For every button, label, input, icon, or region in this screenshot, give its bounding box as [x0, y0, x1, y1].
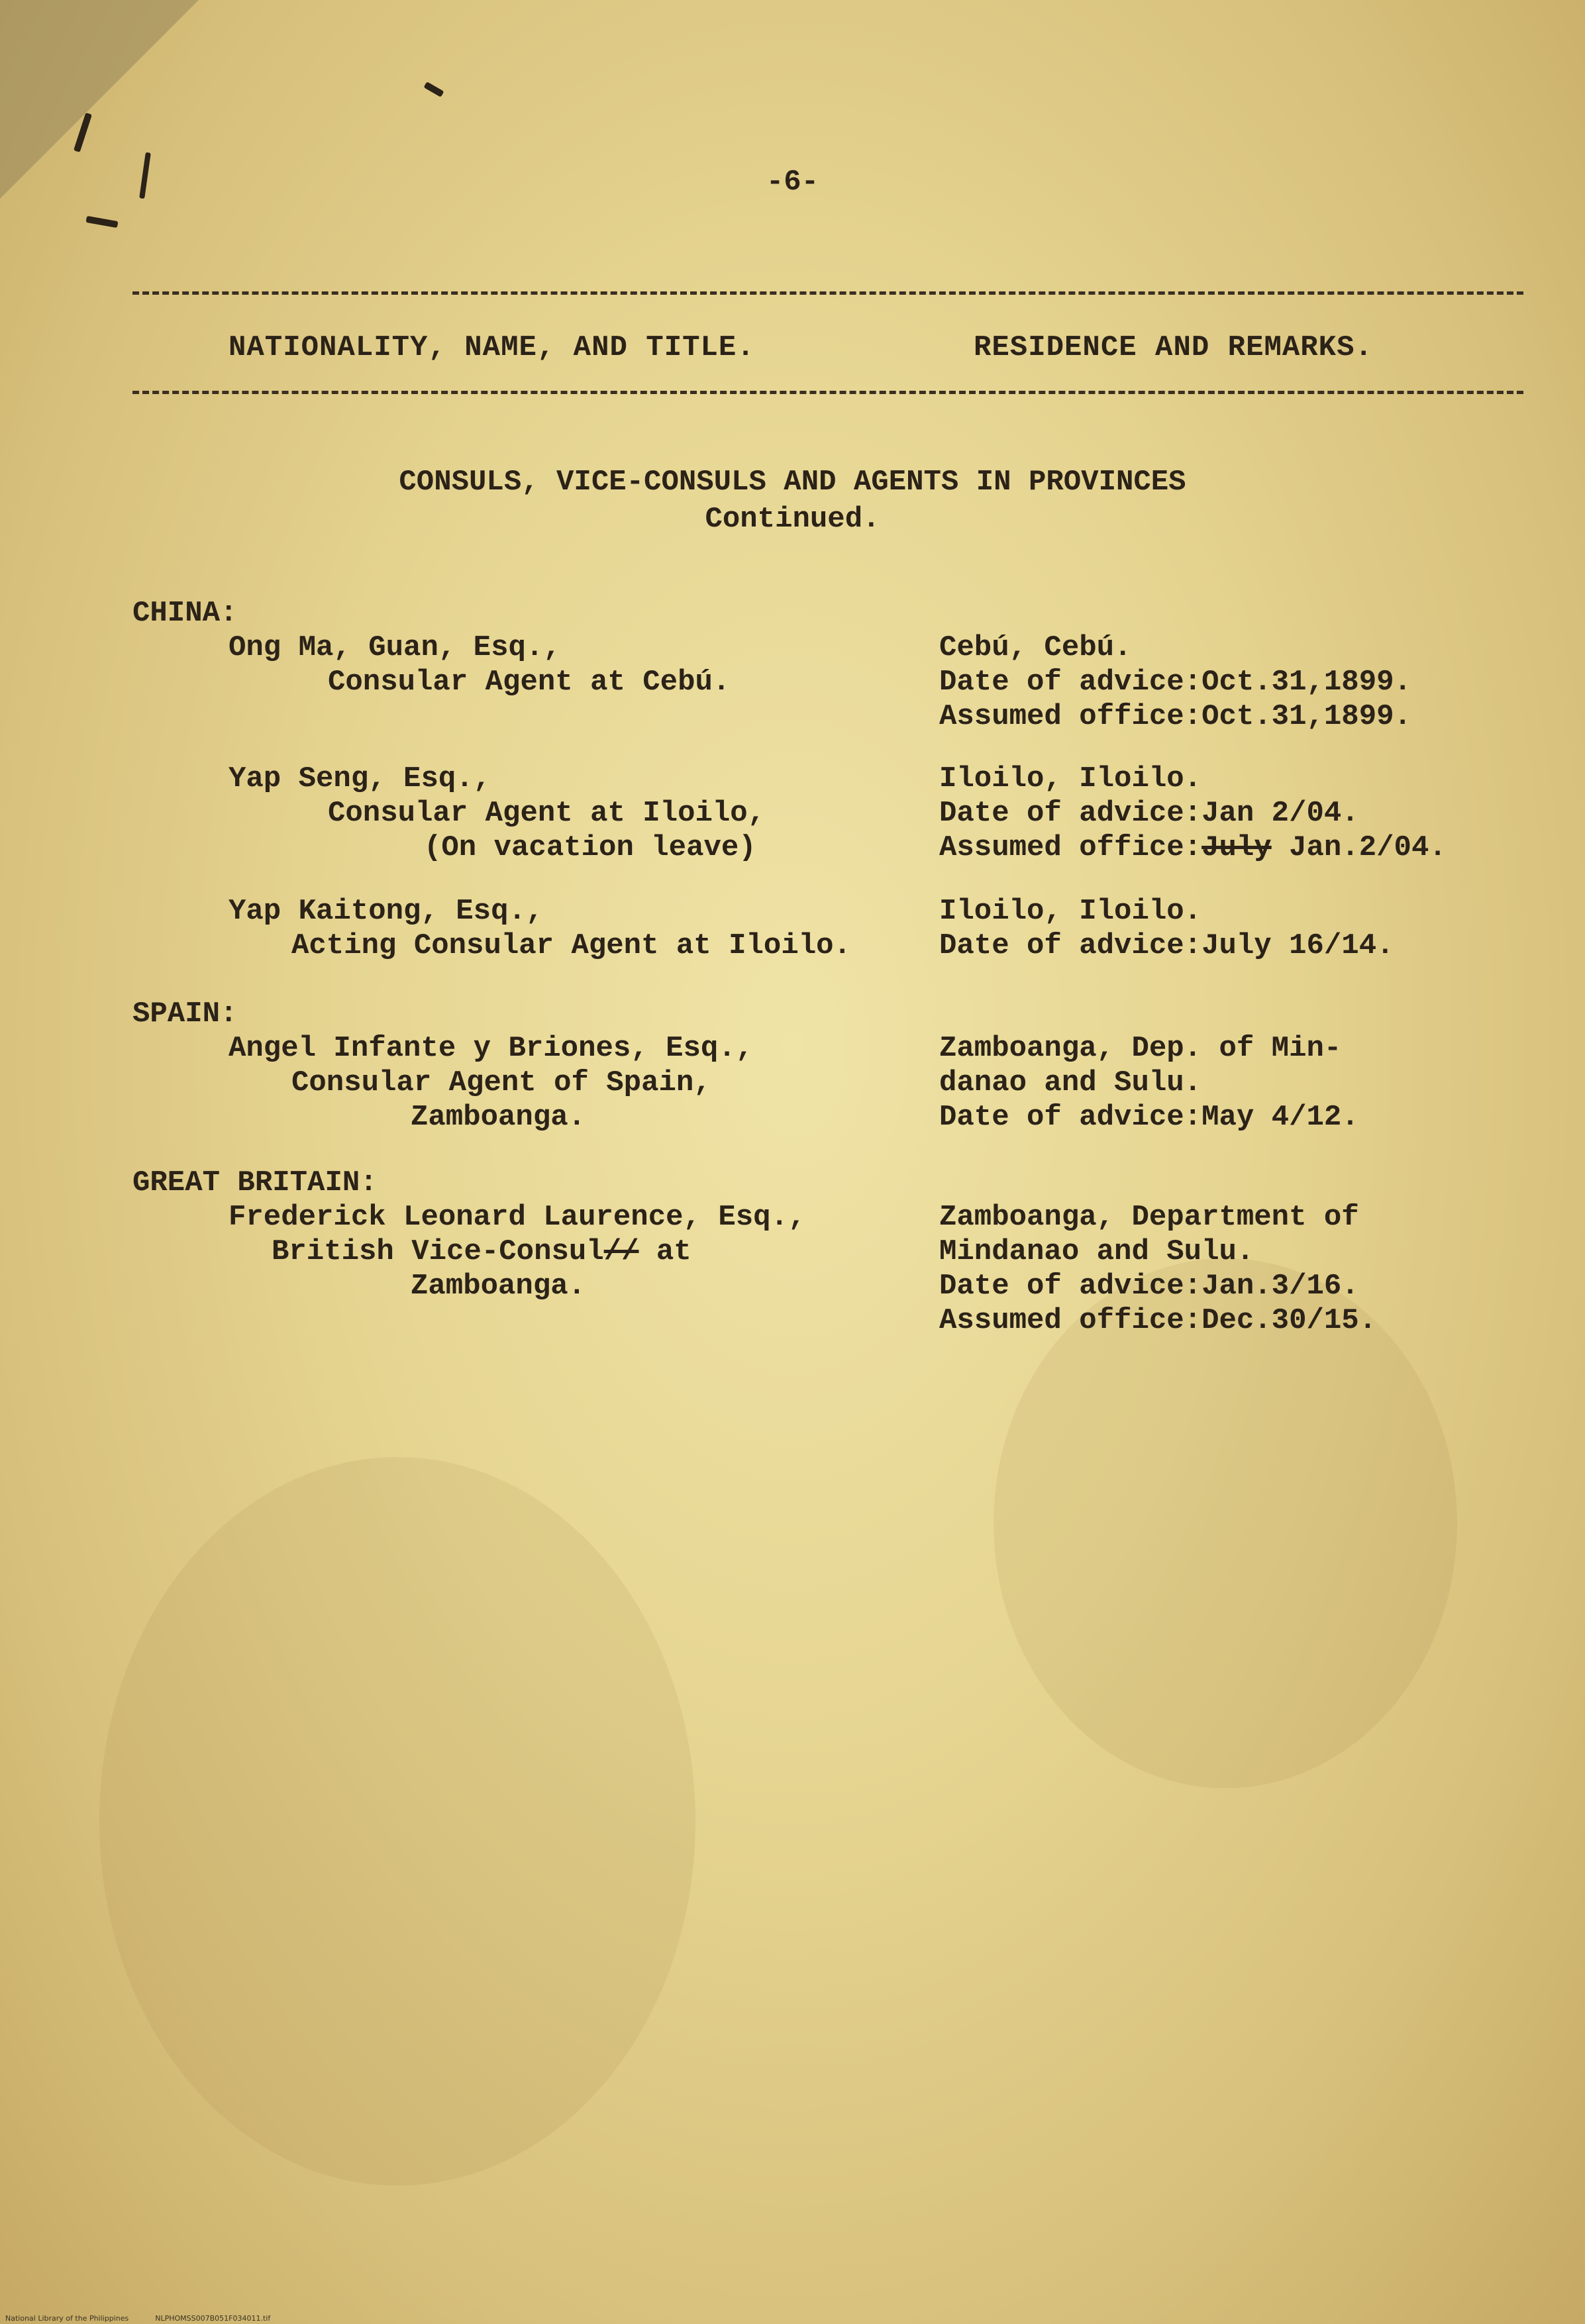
entry-assumed-office: Assumed office:Oct.31,1899. — [939, 700, 1411, 733]
entry-name: Ong Ma, Guan, Esq., — [229, 631, 561, 664]
column-header-residence: RESIDENCE AND REMARKS. — [974, 331, 1373, 364]
entry-assumed-office: Assumed office:Dec.30/15. — [939, 1304, 1377, 1337]
entry-name: Yap Kaitong, Esq., — [229, 895, 544, 928]
entry-residence: Iloilo, Iloilo. — [939, 895, 1202, 928]
entry-title: Consular Agent at Cebú. — [328, 666, 731, 699]
footer-file: NLPHOMSS007B051F034011.tif — [155, 2314, 271, 2323]
entry-name: Angel Infante y Briones, Esq., — [229, 1032, 754, 1065]
entry-residence: danao and Sulu. — [939, 1066, 1202, 1099]
entry-advice-date: Date of advice:Jan 2/04. — [939, 797, 1359, 830]
entry-assumed-office — [939, 831, 1447, 865]
page-number: -6- — [766, 166, 819, 199]
entry-name: Yap Seng, Esq., — [229, 762, 491, 795]
entry-advice-date: Date of advice:May 4/12. — [939, 1101, 1359, 1134]
entry-title: Consular Agent of Spain, — [291, 1066, 711, 1099]
entry-residence: Cebú, Cebú. — [939, 631, 1132, 664]
entry-title: Consular Agent at Iloilo, — [328, 797, 766, 830]
section-title — [0, 464, 1585, 538]
column-header-nationality: NATIONALITY, NAME, AND TITLE. — [229, 331, 755, 364]
entry-advice-date: Date of advice:Oct.31,1899. — [939, 666, 1411, 699]
entry-advice-date: Date of advice:Jan.3/16. — [939, 1270, 1359, 1303]
entry-title: Acting Consular Agent at Iloilo. — [291, 929, 851, 962]
entry-name: Frederick Leonard Laurence, Esq., — [229, 1201, 806, 1234]
entry-note: (On vacation leave) — [424, 831, 756, 864]
country-china: CHINA: — [132, 597, 238, 630]
entry-title-text: British Vice-Consul — [272, 1235, 604, 1268]
entry-title — [272, 1235, 691, 1269]
section-title-line1: CONSULS, VICE-CONSULS AND AGENTS IN PROVINCES — [399, 466, 1186, 499]
entry-place: Zamboanga. — [411, 1270, 586, 1303]
country-great-britain: GREAT BRITAIN: — [132, 1166, 378, 1199]
header-rule-bottom — [132, 391, 1523, 394]
paper-stain — [994, 1258, 1457, 1788]
entry-residence: Zamboanga, Department of — [939, 1201, 1359, 1234]
paper-stain — [99, 1457, 695, 2186]
entry-residence: Iloilo, Iloilo. — [939, 762, 1202, 795]
country-spain: SPAIN: — [132, 997, 238, 1031]
assumed-office-value: Jan.2/04. — [1271, 831, 1447, 864]
entry-place: Zamboanga. — [411, 1101, 586, 1134]
section-title-line2: Continued. — [705, 503, 880, 536]
header-rule-top — [132, 291, 1523, 295]
assumed-office-label: Assumed office: — [939, 831, 1202, 864]
struck-text: July — [1202, 831, 1272, 864]
scan-footer — [5, 2314, 297, 2323]
entry-advice-date: Date of advice:July 16/14. — [939, 929, 1394, 962]
struck-text: // — [603, 1235, 639, 1268]
entry-residence: Zamboanga, Dep. of Min- — [939, 1032, 1342, 1065]
footer-library: National Library of the Philippines — [5, 2314, 129, 2323]
entry-title-suffix: at — [639, 1235, 691, 1268]
entry-residence: Mindanao and Sulu. — [939, 1235, 1254, 1268]
